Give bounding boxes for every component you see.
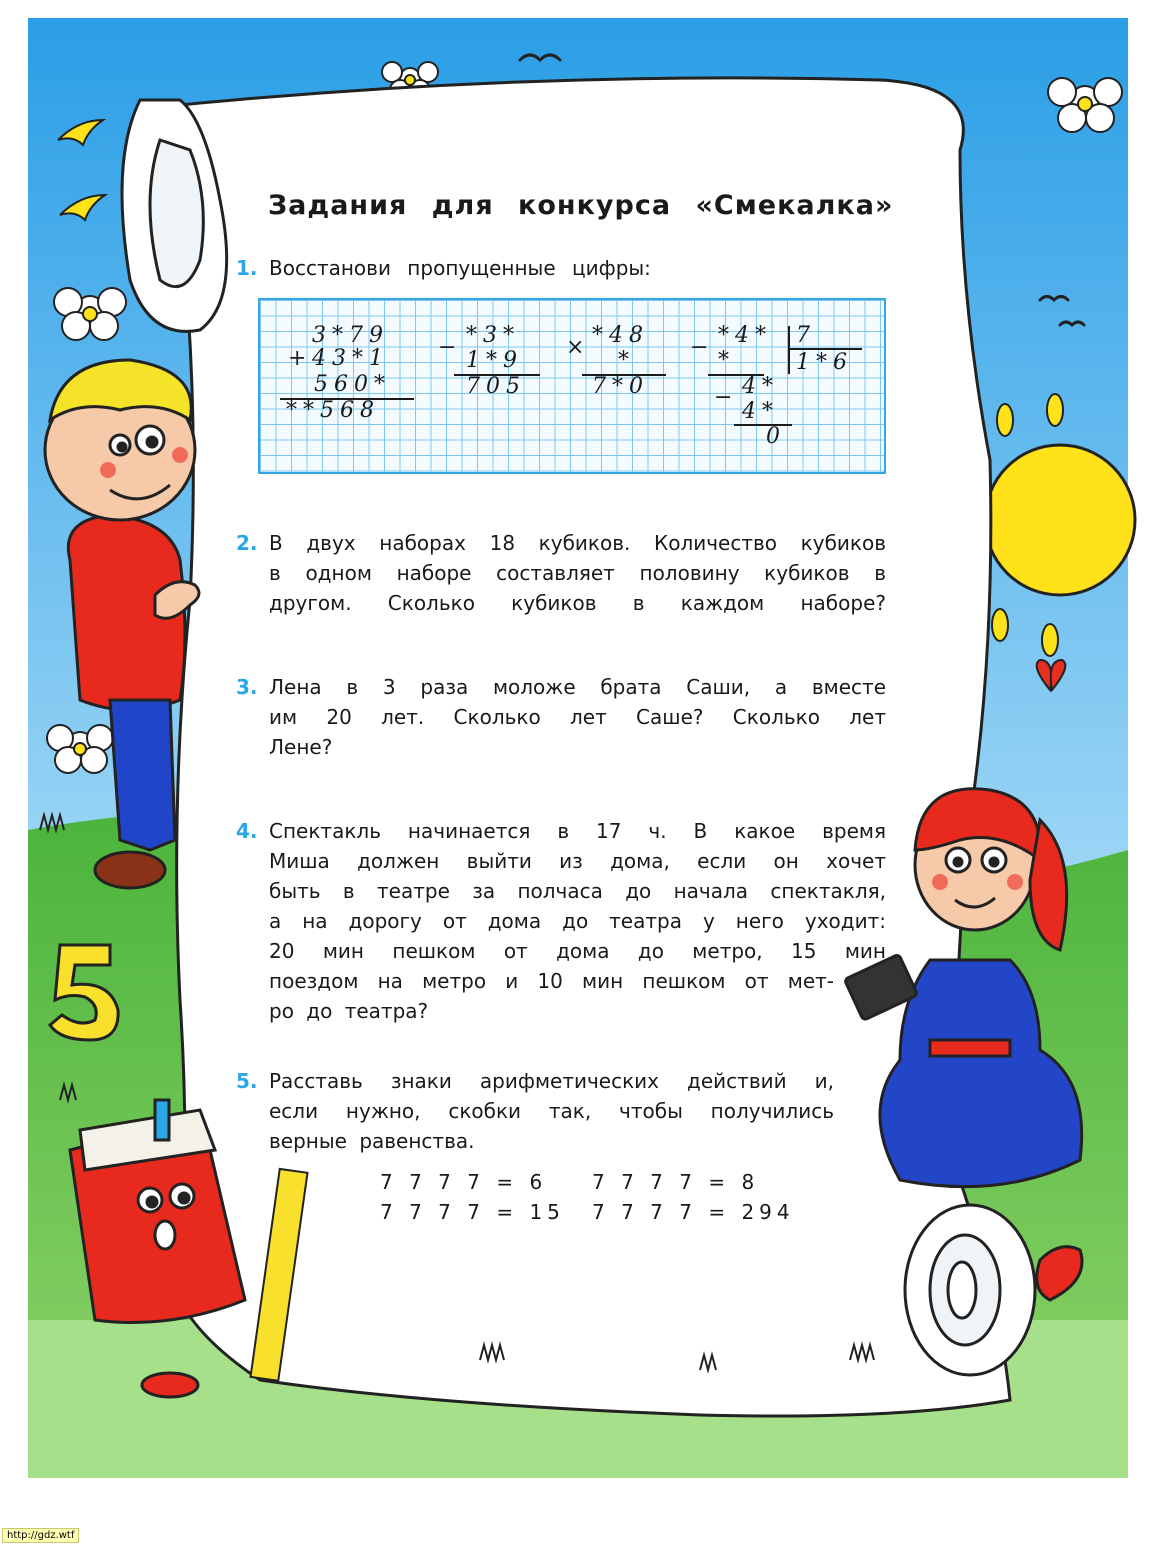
division-rem2: 0 [766,424,786,449]
division-bar [788,326,790,374]
addition-row3: 560* [314,372,391,397]
task-text [269,1066,834,1156]
task-number: 4. [236,819,258,843]
task-text [269,816,886,1026]
division-sub1: * [718,348,735,373]
subtraction-row2: 1*9 [466,348,523,373]
division-quotient: 1*6 [796,350,853,375]
page-title: Задания для конкурса «Смекалка» [268,190,894,221]
equation: 7 7 7 7 = 8 [592,1170,760,1194]
equation: 7 7 7 7 = 6 [380,1170,548,1194]
task-line: Лене? [269,735,333,759]
task-number: 3. [236,675,258,699]
subtraction-result: 705 [466,374,526,399]
addition-row1: 3*79 [312,323,389,348]
task-line: если нужно, скобки так, чтобы получились [269,1099,834,1123]
task-number: 1. [236,256,258,280]
multiplication-row2: * [618,348,635,373]
task-line: поездом на метро и 10 мин пешком от мет- [269,969,834,993]
task-line: другом. Сколько кубиков в каждом наборе? [269,591,886,615]
division-sub2: 4* [742,399,779,424]
multiplication-result: 7*0 [592,374,649,399]
task-line: им 20 лет. Сколько лет Саше? Сколько лет [269,705,886,729]
task-line: В двух наборах 18 кубиков. Количество кубиков [269,531,886,555]
division-sign-2: − [714,385,739,410]
task-line: верные равенства. [269,1129,475,1153]
division-dividend: *4* [718,323,772,348]
task-number: 2. [236,531,258,555]
subtraction-sign: − [438,335,463,360]
multiplication-sign: × [566,335,591,360]
task-line: Расставь знаки арифметических действий и, [269,1069,834,1093]
task-line: 20 мин пешком от дома до метро, 15 мин [269,939,886,963]
task-text [269,672,886,762]
subtraction-row1: *3* [466,323,520,348]
task-line: а на дорогу от дома до театра у него уходит: [269,909,886,933]
task-line: Миша должен выйти из дома, если он хочет [269,849,886,873]
task-line: быть в театре за полчаса до начала спектакля, [269,879,886,903]
task-text [269,528,886,618]
equation: 7 7 7 7 = 294 [592,1200,795,1224]
task-text: Восстанови пропущенные цифры: [269,256,651,280]
addition-row2: 43*1 [312,346,389,371]
task-line: Лена в 3 раза моложе брата Саши, а вместе [269,675,886,699]
source-url-label: http://gdz.wtf [2,1528,79,1543]
equation: 7 7 7 7 = 15 [380,1200,565,1224]
task-line: ро до театра? [269,999,429,1023]
task-line: Спектакль начинается в 17 ч. В какое время [269,819,886,843]
multiplication-row1: *48 [592,323,649,348]
addition-sign: + [288,346,313,371]
division-sign: − [690,335,715,360]
addition-result: **568 [286,398,380,423]
task-number: 5. [236,1069,258,1093]
task-line: в одном наборе составляет половину кубиков в [269,561,886,585]
division-rem1: 4* [742,374,779,399]
division-divisor: 7 [796,323,816,348]
